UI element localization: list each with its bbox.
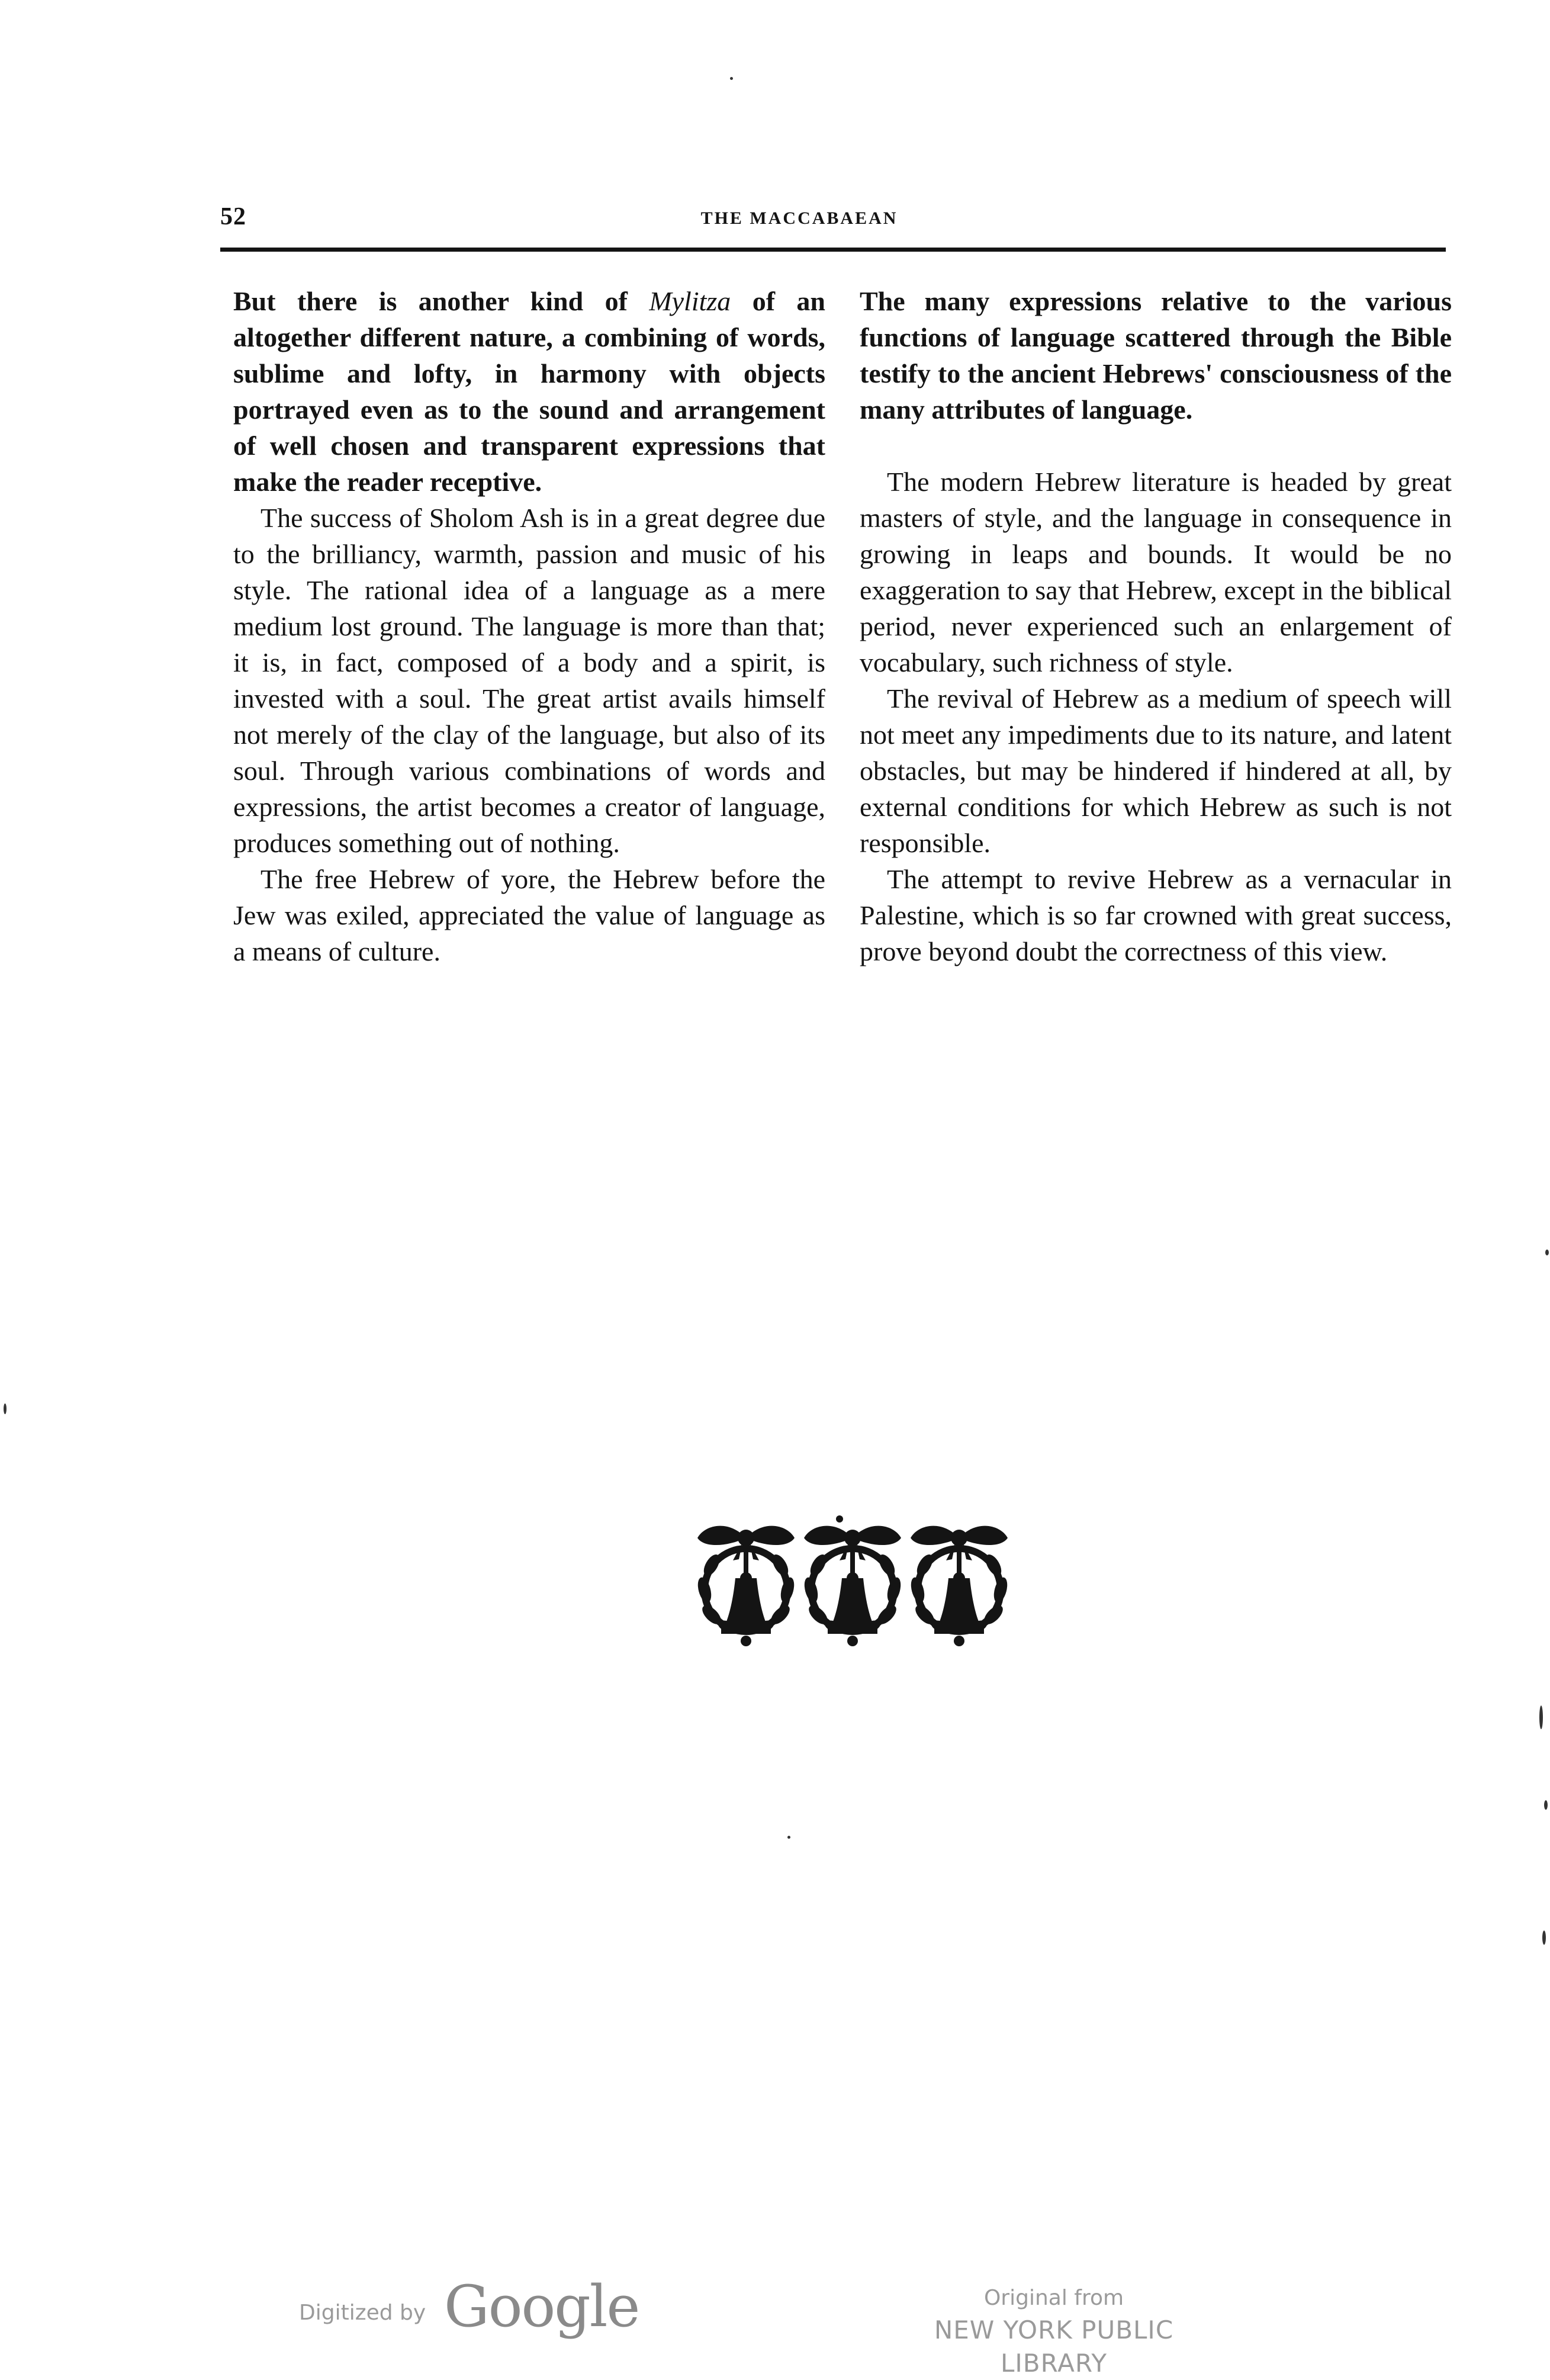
right-paragraph-3: The revival of Hebrew as a medium of speech will not meet any impediments due to its nature, and latent obstacles, but may be hindered if hindered at all, by external conditions for which Hebrew as such is not responsible.	[860, 683, 1452, 858]
scan-speck	[787, 1836, 790, 1839]
scan-speck	[1542, 1931, 1546, 1945]
library-watermark	[888, 2283, 1220, 2380]
left-paragraph-2: The success of Sholom Ash is in a great degree due to the brilliancy, warmth, passion and music of his style. The rational idea of a language as a mere medium lost ground. The language is more than that; it is, in fact, composed of a body and a spirit, is invested with a soul. The great artist avails himself not merely of the clay of the language, but also of its soul. Through various combinations of words and expressions, the artist becomes a creator of language, produces something out of nothing.	[233, 503, 825, 858]
scan-speck	[1539, 1705, 1543, 1729]
left-column	[233, 283, 825, 969]
scan-speck	[730, 77, 733, 80]
right-paragraph-2: The modern Hebrew literature is headed by great masters of style, and the language in consequence in growing in leaps and bounds. It would be no exaggeration to say that Hebrew, except in the biblical period, never experienced such an enlargement of vocabulary, such richness of style.	[860, 467, 1452, 677]
scan-speck	[4, 1403, 7, 1414]
left-paragraph-1	[233, 283, 825, 500]
original-from-label: Original from	[983, 2286, 1124, 2310]
mylitza-term: Mylitza	[649, 286, 731, 316]
right-paragraph-1: The many expressions relative to the various functions of language scattered through the Bible testify to the ancient Hebrews' consciousness of the many attributes of language.	[860, 286, 1452, 425]
left-paragraph-1-lead: But there is another kind of	[233, 286, 649, 316]
digitized-label: Digitized by	[299, 2301, 426, 2325]
library-name: NEW YORK PUBLIC LIBRARY	[934, 2315, 1174, 2378]
digitized-by-watermark	[299, 2273, 666, 2340]
google-logo: Google	[444, 2273, 639, 2340]
header-rule	[220, 248, 1446, 252]
page-number: 52	[220, 203, 246, 230]
running-head: THE MACCABAEAN	[700, 208, 898, 228]
left-paragraph-1-rest: of an altogether different nature, a combining of words, sublime and lofty, in harmony with objects portrayed even as to the sound and arrangement of well chosen and transparent expressions that make the reader receptive.	[233, 286, 825, 497]
left-paragraph-3: The free Hebrew of yore, the Hebrew before the Jew was exiled, appreciated the value of language as a means of culture.	[233, 864, 825, 966]
right-column	[860, 283, 1452, 969]
scan-speck	[1545, 1250, 1549, 1255]
scan-speck	[1544, 1800, 1548, 1810]
triple-wreath-bell-ornament-icon	[687, 1507, 1018, 1673]
right-paragraph-4: The attempt to revive Hebrew as a vernacular in Palestine, which is so far crowned with great success, prove beyond doubt the correctness of this view.	[860, 864, 1452, 966]
